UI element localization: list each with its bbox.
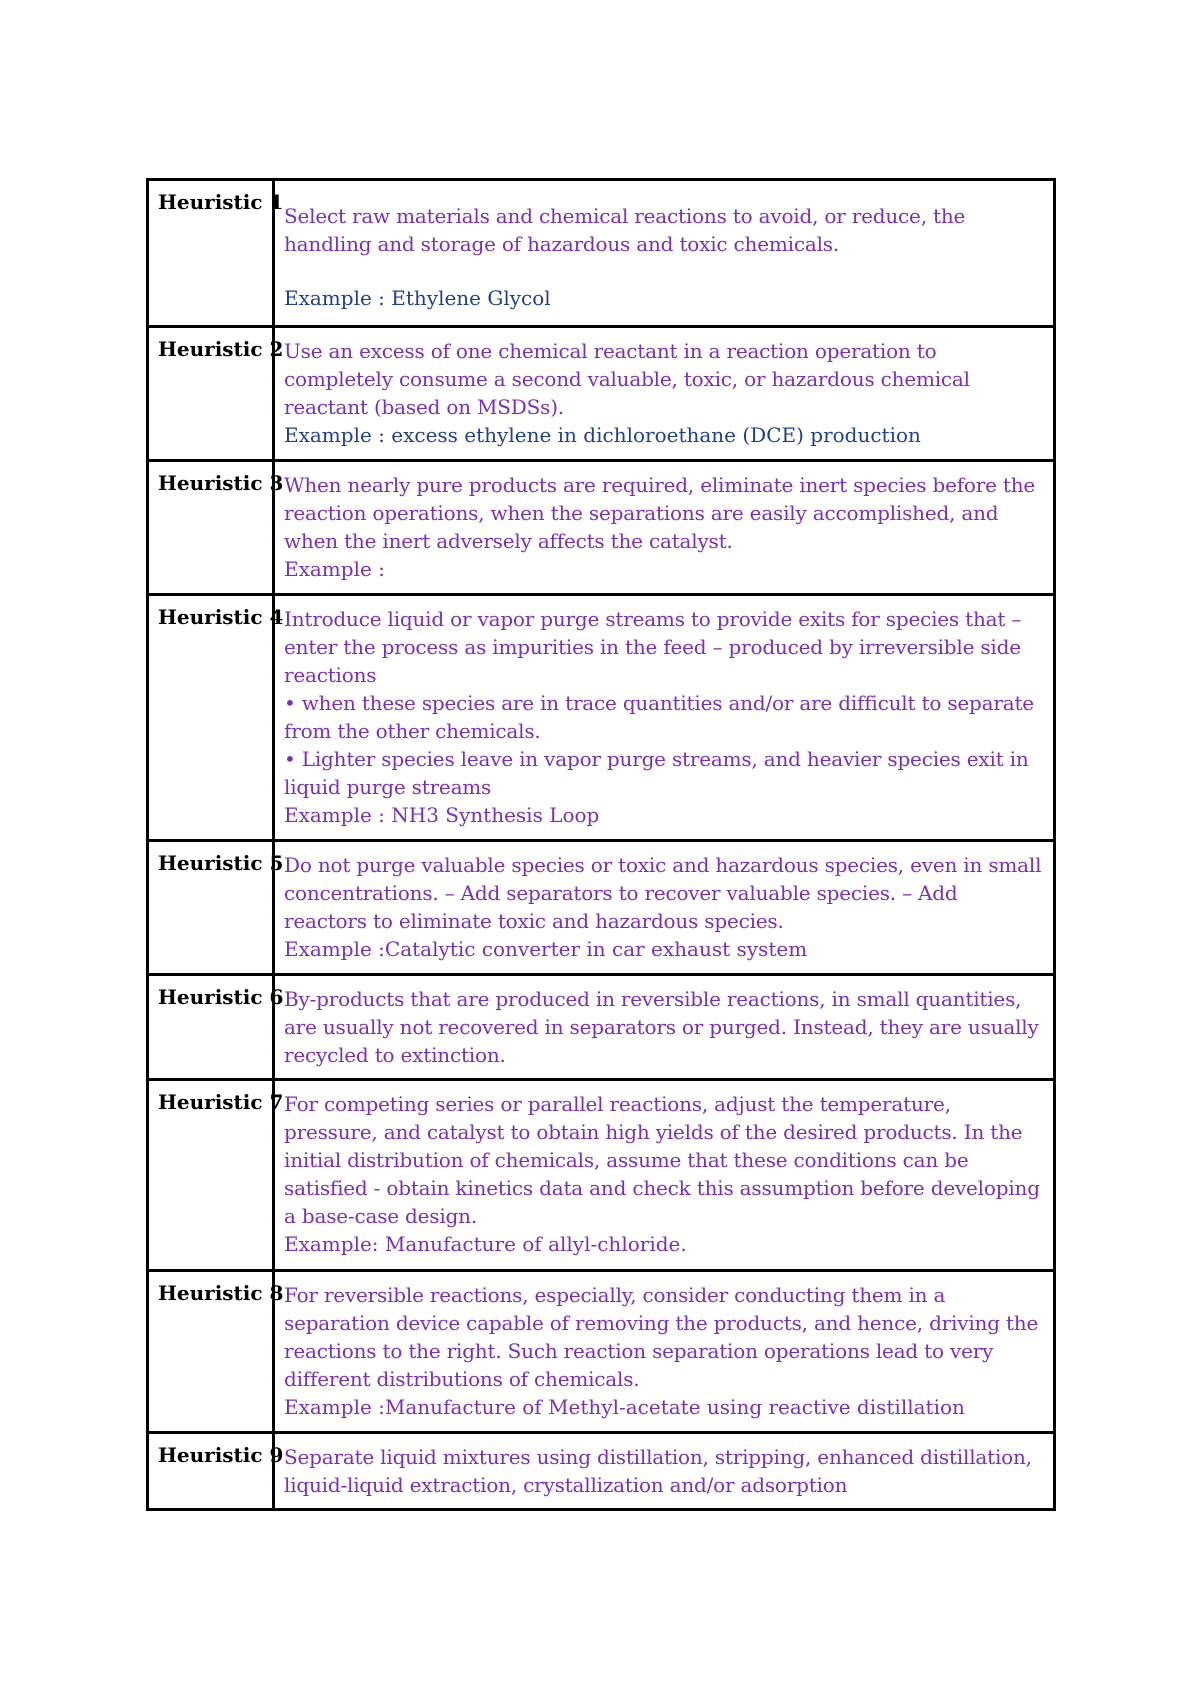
- heuristic-label: Heuristic 3: [158, 471, 284, 495]
- heuristic-label: Heuristic 2: [158, 337, 284, 361]
- heuristic-bullet: • when these species are in trace quantities and/or are difficult to separate from the other chemicals.: [284, 691, 1034, 743]
- heuristic-label: Heuristic 5: [158, 851, 284, 875]
- table-row: [148, 1433, 1055, 1510]
- table-row: [148, 461, 1055, 595]
- heuristic-body-cell: [274, 327, 1055, 461]
- heuristic-label: Heuristic 4: [158, 605, 284, 629]
- heuristic-body-cell: [274, 841, 1055, 975]
- table-row: [148, 327, 1055, 461]
- table-row: [148, 975, 1055, 1080]
- heuristic-label: Heuristic 8: [158, 1281, 284, 1305]
- table-row: [148, 1080, 1055, 1271]
- heuristic-text: Separate liquid mixtures using distillation, stripping, enhanced distillation, liquid-liquid extraction, crystallization and/or adsorption: [284, 1445, 1032, 1497]
- heuristic-body-cell: [274, 975, 1055, 1080]
- heuristic-label-cell: [148, 461, 284, 595]
- heuristic-text: For competing series or parallel reactions, adjust the temperature, pressure, and catalyst to obtain high yields of the desired products. In the initial distribution of chemicals, assume that these conditions can be satisfied - obtain kinetics data and check this assumption before developing a base-case design.: [284, 1092, 1040, 1228]
- heuristic-label-cell: [148, 1271, 284, 1433]
- heuristic-label: Heuristic 7: [158, 1090, 284, 1114]
- table-row: [148, 1271, 1055, 1433]
- heuristic-example: Example :Catalytic converter in car exhaust system: [284, 937, 808, 961]
- table-row: [148, 595, 1055, 841]
- heuristic-label-cell: [148, 841, 284, 975]
- heuristic-label-cell: [148, 595, 284, 841]
- heuristics-table: [146, 178, 1056, 1511]
- heuristic-text: Do not purge valuable species or toxic and hazardous species, even in small concentrations. – Add separators to recover valuable species. – Add reactors to eliminate toxic and hazardous species.: [284, 853, 1042, 933]
- heuristic-label: Heuristic 6: [158, 985, 284, 1009]
- heuristic-example: Example :: [284, 557, 385, 581]
- heuristic-label-cell: [148, 1433, 284, 1510]
- heuristic-example: Example :Manufacture of Methyl-acetate using reactive distillation: [284, 1395, 965, 1419]
- heuristic-body-cell: [274, 1433, 1055, 1510]
- heuristic-label-cell: [148, 180, 284, 327]
- heuristic-text: For reversible reactions, especially, consider conducting them in a separation device capable of removing the products, and hence, driving the reactions to the right. Such reaction separation operations lead to very different distributions of chemicals.: [284, 1283, 1039, 1391]
- heuristic-label: Heuristic 1: [158, 190, 284, 214]
- heuristic-text: Introduce liquid or vapor purge streams to provide exits for species that – enter the process as impurities in the feed – produced by irreversible side reactions: [284, 607, 1022, 687]
- heuristic-body-cell: [274, 180, 1055, 327]
- heuristic-body-cell: [274, 461, 1055, 595]
- heuristic-body-cell: [274, 1080, 1055, 1271]
- heuristic-example: Example: Manufacture of allyl-chloride.: [284, 1232, 687, 1256]
- heuristic-text: Use an excess of one chemical reactant in a reaction operation to completely consume a second valuable, toxic, or hazardous chemical reactant (based on MSDSs).: [284, 339, 970, 419]
- heuristic-label: Heuristic 9: [158, 1443, 284, 1467]
- table-row: [148, 841, 1055, 975]
- heuristic-text: By-products that are produced in reversible reactions, in small quantities, are usually not recovered in separators or purged. Instead, they are usually recycled to extinction.: [284, 987, 1039, 1067]
- heuristic-bullet: • Lighter species leave in vapor purge streams, and heavier species exit in liquid purge streams: [284, 747, 1029, 799]
- heuristic-example: Example : excess ethylene in dichloroethane (DCE) production: [284, 423, 921, 447]
- heuristic-label-cell: [148, 1080, 284, 1271]
- table-row: [148, 180, 1055, 327]
- heuristic-label-cell: [148, 975, 284, 1080]
- heuristic-body-cell: [274, 1271, 1055, 1433]
- heuristic-example: Example : Ethylene Glycol: [284, 286, 551, 310]
- heuristic-body-cell: [274, 595, 1055, 841]
- heuristic-text: Select raw materials and chemical reactions to avoid, or reduce, the handling and storage of hazardous and toxic chemicals.: [284, 204, 966, 256]
- heuristic-text: When nearly pure products are required, eliminate inert species before the reaction operations, when the separations are easily accomplished, and when the inert adversely affects the catalyst.: [284, 473, 1036, 553]
- heuristic-label-cell: [148, 327, 284, 461]
- heuristic-example: Example : NH3 Synthesis Loop: [284, 803, 600, 827]
